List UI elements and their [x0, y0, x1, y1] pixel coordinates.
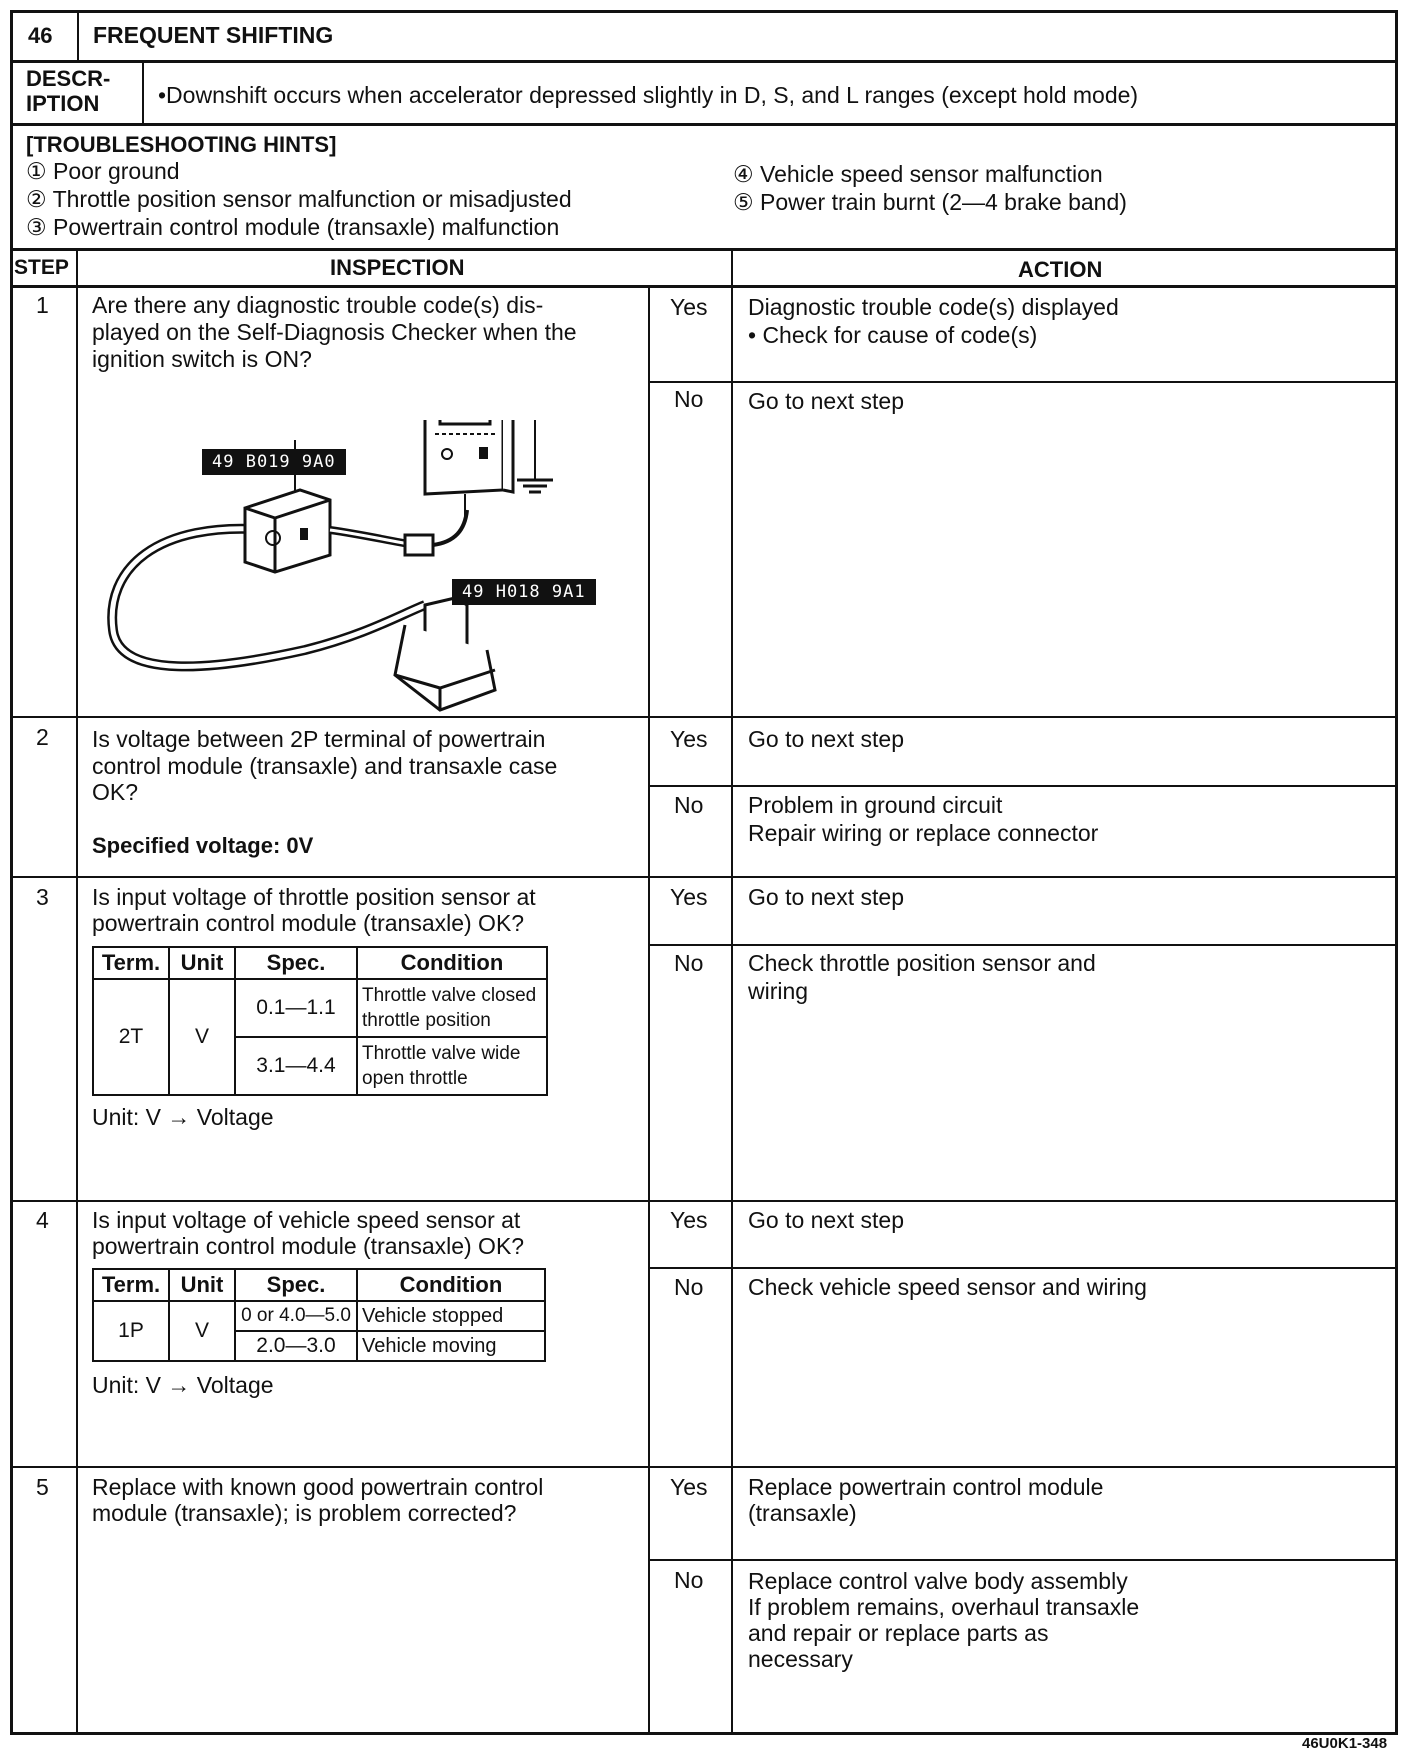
- step-5-number: 5: [36, 1474, 49, 1500]
- column-step: STEP: [14, 256, 69, 279]
- table-header-spec: Spec.: [235, 947, 357, 979]
- step-4-spec-table: [92, 1268, 546, 1362]
- step-1-yes-action-1: Diagnostic trouble code(s) displayed: [748, 294, 1119, 320]
- step-2-specified-voltage: Specified voltage: 0V: [92, 833, 314, 858]
- step-2-yes-label: Yes: [670, 726, 708, 752]
- hint-3: ③ Powertrain control module (transaxle) malfunction: [26, 214, 560, 240]
- step-3-yes-action-1: Go to next step: [748, 884, 904, 910]
- description-label-2: IPTION: [26, 91, 100, 116]
- step-5-yes-action-2: (transaxle): [748, 1500, 857, 1526]
- step-2-inspection-line-3: OK?: [92, 779, 139, 805]
- step-4-unit-note: Unit: V → Voltage: [92, 1372, 274, 1398]
- table-header-unit: Unit: [169, 1269, 235, 1301]
- table-cell-term: 1P: [93, 1301, 169, 1361]
- step-5-yes-action-1: Replace powertrain control module: [748, 1474, 1104, 1500]
- step-5-no-action-1: Replace control valve body assembly: [748, 1568, 1128, 1594]
- step-3-table-header-row: [93, 947, 547, 979]
- step-1-inspection-line-1: Are there any diagnostic trouble code(s) dis-: [92, 292, 544, 318]
- step-4-number: 4: [36, 1207, 49, 1233]
- step-3-spec-table: [92, 946, 548, 1096]
- table-cell-unit: V: [169, 1301, 235, 1361]
- self-diagnosis-checker-icon: [420, 420, 515, 495]
- tool-label-system-selector: 49 B019 9A0: [202, 449, 346, 475]
- tool-label-checker: 49 H018 9A1: [452, 579, 596, 605]
- table-header-unit: Unit: [169, 947, 235, 979]
- table-cell-term: 2T: [93, 979, 169, 1095]
- step-5-inspection-line-1: Replace with known good powertrain control: [92, 1474, 544, 1500]
- step-3-inspection-line-2: powertrain control module (transaxle) OK?: [92, 910, 525, 936]
- table-cell-condition: Vehicle stopped: [357, 1301, 545, 1331]
- step-3-no-action-1: Check throttle position sensor and: [748, 950, 1096, 976]
- connector-icon: [405, 535, 433, 555]
- table-row: [93, 979, 547, 1037]
- table-header-condition: Condition: [357, 1269, 545, 1301]
- table-header-condition: Condition: [357, 947, 547, 979]
- step-2-inspection-line-2: control module (transaxle) and transaxle case: [92, 753, 558, 779]
- table-cell-spec: 3.1—4.4: [235, 1037, 357, 1095]
- table-header-spec: Spec.: [235, 1269, 357, 1301]
- step-2-no-action-1: Problem in ground circuit: [748, 792, 1003, 818]
- step-4-inspection-line-2: powertrain control module (transaxle) OK?: [92, 1233, 525, 1259]
- step-1-number: 1: [36, 292, 49, 318]
- step-1-yes-action-2: • Check for cause of code(s): [748, 322, 1038, 348]
- hint-1: ① Poor ground: [26, 158, 180, 184]
- description-text: •Downshift occurs when accelerator depressed slightly in D, S, and L ranges (except hold mode): [158, 82, 1139, 108]
- step-4-inspection-line-1: Is input voltage of vehicle speed sensor at: [92, 1207, 521, 1233]
- hint-5: ⑤ Power train burnt (2—4 brake band): [733, 189, 1127, 215]
- step-4-no-action-1: Check vehicle speed sensor and wiring: [748, 1274, 1147, 1300]
- step-3-yes-label: Yes: [670, 884, 708, 910]
- step-5-no-label: No: [674, 1567, 704, 1593]
- step-2-yes-action-1: Go to next step: [748, 726, 904, 752]
- table-cell-condition: [357, 979, 547, 1037]
- step-4-table-header-row: [93, 1269, 545, 1301]
- table-cell-condition: [357, 1037, 547, 1095]
- step-1-inspection-line-3: ignition switch is ON?: [92, 346, 312, 372]
- hints-title: [TROUBLESHOOTING HINTS]: [26, 132, 337, 157]
- step-1-yes-label: Yes: [670, 294, 708, 320]
- column-inspection: INSPECTION: [330, 255, 465, 280]
- step-3-no-label: No: [674, 950, 704, 976]
- table-header-term: Term.: [93, 1269, 169, 1301]
- step-1-inspection-line-2: played on the Self-Diagnosis Checker when the: [92, 319, 577, 345]
- step-5-no-action-2: If problem remains, overhaul transaxle: [748, 1594, 1140, 1620]
- system-selector-icon: [245, 490, 330, 572]
- description-label-1: DESCR-: [26, 66, 111, 91]
- step-4-yes-action-1: Go to next step: [748, 1207, 904, 1233]
- condition-line: open throttle: [362, 1068, 468, 1089]
- step-2-inspection-line-1: Is voltage between 2P terminal of powertrain: [92, 726, 546, 752]
- step-1-no-action-1: Go to next step: [748, 388, 904, 414]
- step-2-no-action-2: Repair wiring or replace connector: [748, 820, 1099, 846]
- step-2-no-label: No: [674, 792, 704, 818]
- step-3-unit-note: Unit: V → Voltage: [92, 1104, 274, 1130]
- table-cell-spec: 2.0—3.0: [235, 1331, 357, 1361]
- step-5-yes-label: Yes: [670, 1474, 708, 1500]
- step-2-number: 2: [36, 724, 49, 750]
- step-3-number: 3: [36, 884, 49, 910]
- table-cell-spec: 0.1—1.1: [235, 979, 357, 1037]
- condition-line: Throttle valve closed: [362, 985, 537, 1006]
- figure-code: 46U0K1-348: [1302, 1735, 1388, 1752]
- table-header-term: Term.: [93, 947, 169, 979]
- step-3-no-action-2: wiring: [748, 978, 809, 1004]
- step-4-yes-label: Yes: [670, 1207, 708, 1233]
- page-title: FREQUENT SHIFTING: [93, 22, 334, 48]
- table-cell-unit: V: [169, 979, 235, 1095]
- hint-2: ② Throttle position sensor malfunction or misadjusted: [26, 186, 572, 212]
- table-cell-condition: Vehicle moving: [357, 1331, 545, 1361]
- step-5-no-action-4: necessary: [748, 1646, 853, 1672]
- hint-4: ④ Vehicle speed sensor malfunction: [733, 161, 1103, 187]
- section-number: 46: [28, 23, 53, 48]
- table-row: [93, 1301, 545, 1331]
- step-1-no-label: No: [674, 386, 704, 412]
- step-3-inspection-line-1: Is input voltage of throttle position sensor at: [92, 884, 536, 910]
- step-4-no-label: No: [674, 1274, 704, 1300]
- diagnosis-tool-illustration: [95, 420, 635, 720]
- step-5-no-action-3: and repair or replace parts as: [748, 1620, 1049, 1646]
- step-5-inspection-line-2: module (transaxle); is problem corrected?: [92, 1500, 517, 1526]
- column-action: ACTION: [1018, 257, 1103, 282]
- condition-line: throttle position: [362, 1010, 491, 1031]
- condition-line: Throttle valve wide: [362, 1043, 521, 1064]
- table-cell-spec: 0 or 4.0—5.0: [235, 1301, 357, 1331]
